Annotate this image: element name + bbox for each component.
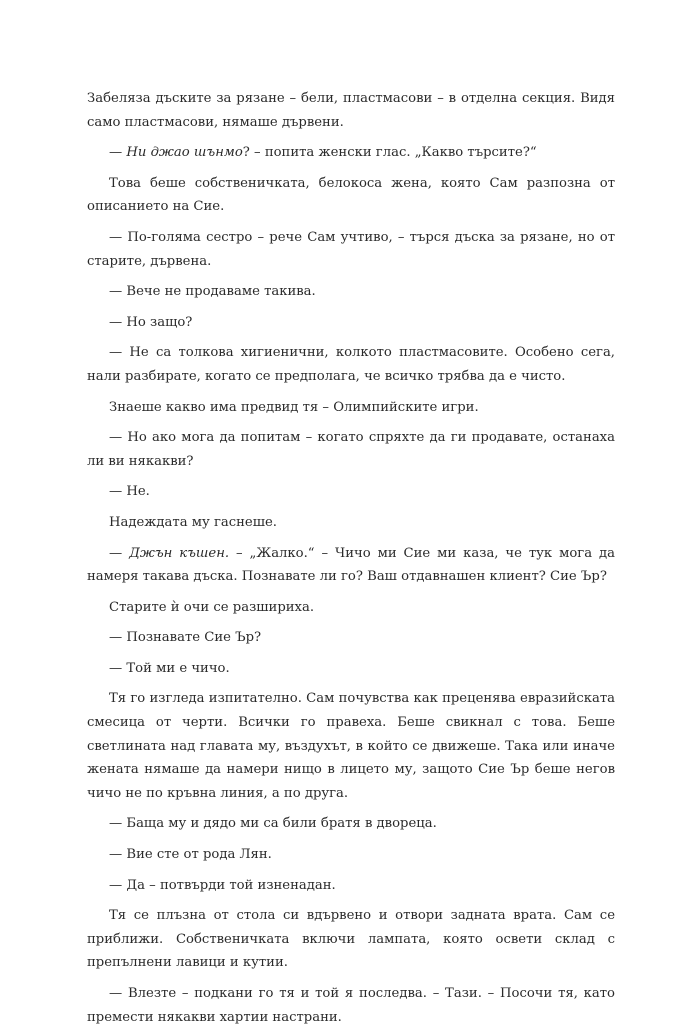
italic-text-segment: Ни джао шънмо [126, 145, 243, 161]
text-segment: Тя се плъзна от стола си вдървено и отвори задната врата. Сам се приближи. Собственичката включи лампата, която освети склад с препълнени лавици и кутии. [87, 908, 615, 971]
paragraph [87, 141, 615, 165]
paragraph [87, 311, 615, 335]
text-segment: Забеляза дъските за рязане – бели, пластмасови – в отделна секция. Видя само пластмасови, нямаше дървени. [87, 91, 615, 130]
text-segment: — Баща му и дядо ми са били братя в двореца. [109, 816, 437, 832]
paragraph [87, 226, 615, 273]
text-segment: — [109, 545, 130, 561]
text-segment: — Не. [109, 484, 150, 500]
text-segment: — Влезте – подкани го тя и той я последва. – Тази. – Посочи тя, като премести някакви хартии настрани. [87, 986, 615, 1025]
text-segment: — По-голяма сестро – рече Сам учтиво, – търся дъска за рязане, но от старите, дървена. [87, 229, 615, 269]
text-segment: — [109, 145, 127, 161]
paragraph [87, 426, 615, 473]
paragraph [87, 480, 615, 504]
page-text [87, 87, 615, 1029]
paragraph [87, 341, 615, 388]
paragraph [87, 596, 615, 620]
text-segment: ? – попита женски глас. „Какво търсите?“ [242, 145, 537, 161]
paragraph [87, 687, 615, 805]
paragraph [87, 542, 615, 589]
text-segment: — Той ми е чичо. [109, 660, 230, 676]
text-segment: — Вие сте от рода Лян. [109, 847, 272, 863]
paragraph [87, 87, 615, 134]
text-segment: Надеждата му гаснеше. [109, 514, 277, 530]
paragraph [87, 874, 615, 898]
text-segment: – „Жалко.“ – Чичо ми Сие ми каза, че тук мога да намеря такава дъска. Познавате ли го? Ваш отдавнашен клиент? Сие Ър? [87, 545, 615, 585]
paragraph [87, 511, 615, 535]
paragraph [87, 812, 615, 836]
paragraph [87, 904, 615, 975]
text-segment: — Не са толкова хигиенични, колкото пластмасовите. Особено сега, нали разбирате, когато се предполага, че всичко трябва да е чисто. [87, 345, 615, 384]
paragraph [87, 982, 615, 1029]
book-page [87, 87, 615, 1029]
text-segment: — Но ако мога да попитам – когато спряхте да ги продавате, останаха ли ви някакви? [87, 430, 615, 469]
text-segment: Знаеше какво има предвид тя – Олимпийските игри. [109, 399, 479, 415]
text-segment: — Вече не продаваме такива. [109, 284, 316, 300]
italic-text-segment: Джън къшен. [129, 545, 230, 561]
paragraph [87, 396, 615, 420]
paragraph [87, 280, 615, 304]
text-segment: — Познавате Сие Ър? [109, 630, 262, 646]
paragraph [87, 843, 615, 867]
paragraph [87, 657, 615, 681]
paragraph [87, 172, 615, 219]
text-segment: — Но защо? [109, 314, 193, 330]
text-segment: Старите ѝ очи се разшириха. [109, 599, 315, 615]
text-segment: — Да – потвърди той изненадан. [109, 877, 336, 893]
text-segment: Тя го изгледа изпитателно. Сам почувства как преценява евразийската смесица от черти. Всички го правеха. Беше свикнал с това. Беше светлината над главата му, въздухът, в който се движеше. Така или иначе жената нямаше да намери нищо в лицето му, защото Сие Ър беше негов чичо не по кръвна линия, а по друга. [87, 691, 615, 801]
text-segment: Това беше собственичката, белокоса жена, която Сам разпозна от описанието на Сие. [87, 175, 615, 215]
paragraph [87, 626, 615, 650]
